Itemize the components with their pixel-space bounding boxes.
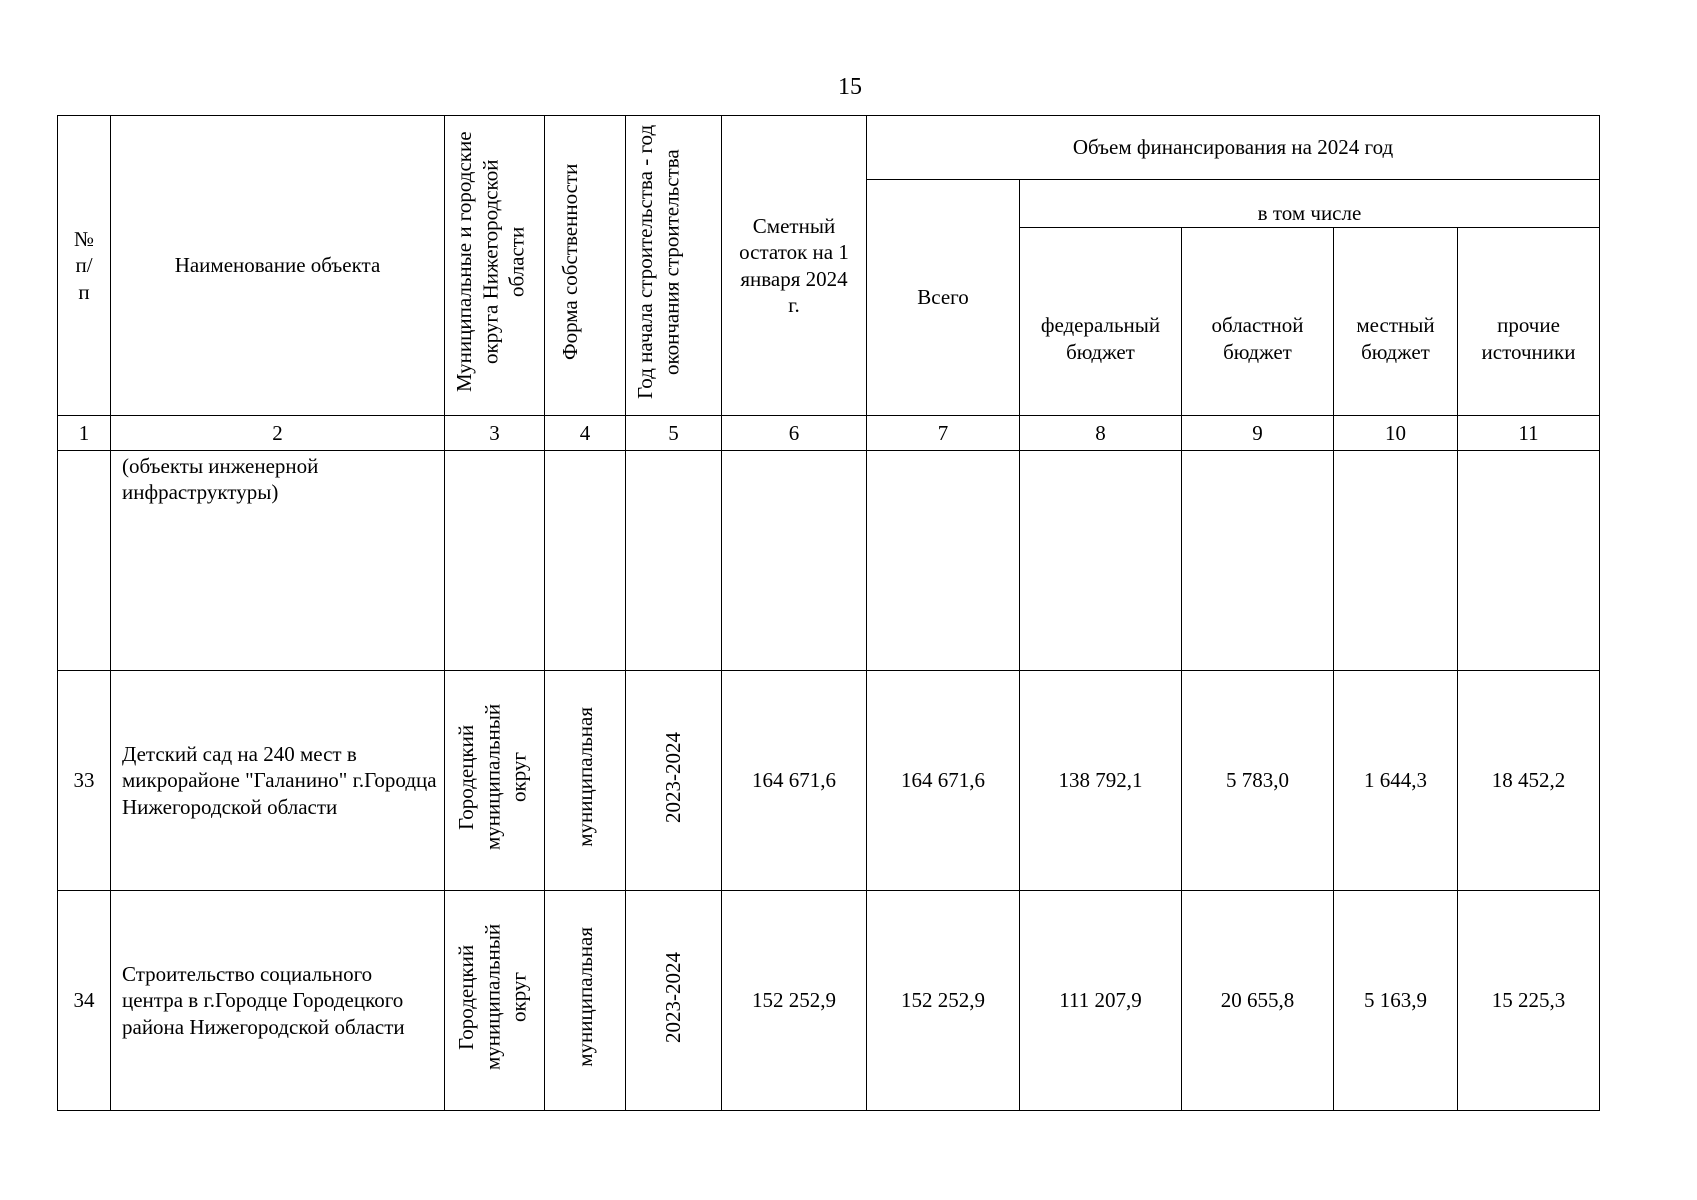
- header-local: местный бюджет: [1334, 228, 1458, 416]
- financing-table: [57, 115, 1600, 1111]
- header-years: Год начала строительства - год окончания строительства: [626, 116, 722, 416]
- row-years: 2023-2024: [626, 671, 722, 891]
- row-municipal: Городецкий муниципальный округ: [445, 671, 545, 891]
- column-number: 10: [1334, 416, 1458, 451]
- row-estimate: 164 671,6: [722, 671, 867, 891]
- header-name: Наименование объекта: [111, 116, 445, 416]
- row-other: 18 452,2: [1458, 671, 1600, 891]
- row-local: 1 644,3: [1334, 671, 1458, 891]
- header-including: в том числе: [1020, 180, 1600, 228]
- row-regional: 20 655,8: [1182, 891, 1334, 1111]
- row-name: Строительство социального центра в г.Городце Городецкого района Нижегородской области: [111, 891, 445, 1111]
- continuation-name: (объекты инженерной инфраструктуры): [111, 451, 445, 671]
- column-number: 3: [445, 416, 545, 451]
- column-number: 9: [1182, 416, 1334, 451]
- column-number: 5: [626, 416, 722, 451]
- column-number: 11: [1458, 416, 1600, 451]
- row-name: Детский сад на 240 мест в микрорайоне "Галанино" г.Городца Нижегородской области: [111, 671, 445, 891]
- row-years: 2023-2024: [626, 891, 722, 1111]
- header-row-1: [58, 116, 1600, 180]
- header-regional: областной бюджет: [1182, 228, 1334, 416]
- column-number: 7: [867, 416, 1020, 451]
- row-ownership: муниципальная: [545, 671, 626, 891]
- table-row: [58, 671, 1600, 891]
- header-estimate: Сметный остаток на 1 января 2024 г.: [722, 116, 867, 416]
- continuation-row: [58, 451, 1600, 671]
- column-number: 2: [111, 416, 445, 451]
- header-num: № п/ п: [58, 116, 111, 416]
- column-number: 1: [58, 416, 111, 451]
- row-num: 34: [58, 891, 111, 1111]
- row-federal: 111 207,9: [1020, 891, 1182, 1111]
- row-ownership: муниципальная: [545, 891, 626, 1111]
- column-numbers-row: [58, 416, 1600, 451]
- header-funding-group: Объем финансирования на 2024 год: [867, 116, 1600, 180]
- header-federal: федеральный бюджет: [1020, 228, 1182, 416]
- column-number: 4: [545, 416, 626, 451]
- row-other: 15 225,3: [1458, 891, 1600, 1111]
- row-estimate: 152 252,9: [722, 891, 867, 1111]
- row-federal: 138 792,1: [1020, 671, 1182, 891]
- header-other: прочие источники: [1458, 228, 1600, 416]
- row-municipal: Городецкий муниципальный округ: [445, 891, 545, 1111]
- table-row: [58, 891, 1600, 1111]
- header-municipal: Муниципальные и городские округа Нижегородской области: [445, 116, 545, 416]
- row-total: 164 671,6: [867, 671, 1020, 891]
- header-total: Всего: [867, 180, 1020, 416]
- header-ownership: Форма собственности: [545, 116, 626, 416]
- row-local: 5 163,9: [1334, 891, 1458, 1111]
- column-number: 8: [1020, 416, 1182, 451]
- page-number: 15: [838, 74, 862, 100]
- column-number: 6: [722, 416, 867, 451]
- row-regional: 5 783,0: [1182, 671, 1334, 891]
- row-num: 33: [58, 671, 111, 891]
- row-total: 152 252,9: [867, 891, 1020, 1111]
